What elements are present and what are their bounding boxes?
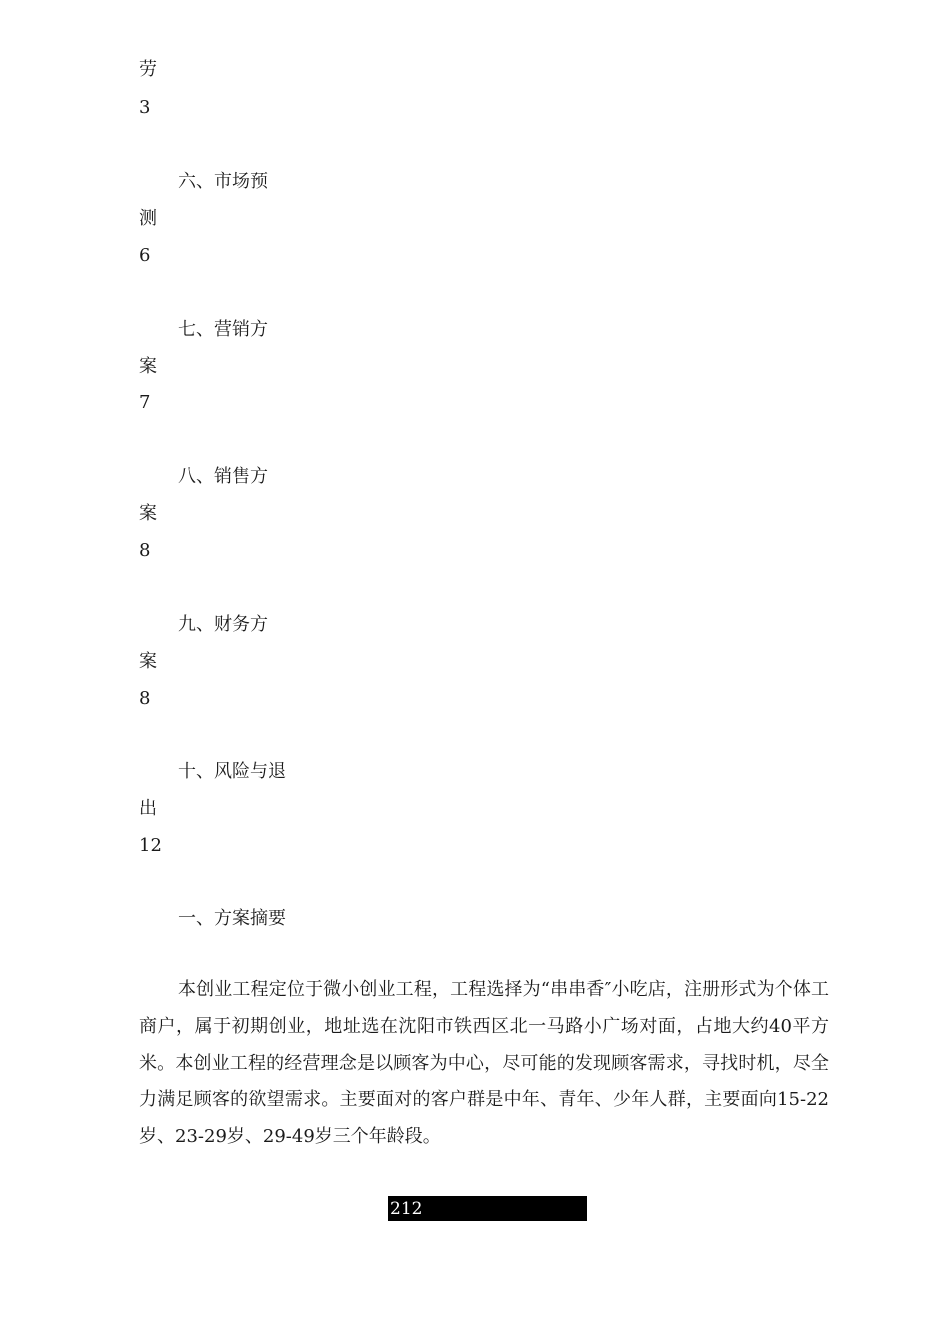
toc-entry-page: 8	[139, 688, 151, 709]
toc-entry-title-cont: 出	[139, 798, 157, 819]
toc-entry-page: 3	[139, 97, 151, 118]
toc-entry-title-cont: 测	[139, 208, 157, 229]
page-number: 212	[390, 1199, 423, 1219]
toc-entry-title-cont: 案	[139, 356, 157, 377]
toc-entry-title: 六、市场预	[178, 171, 268, 192]
toc-entry-page: 6	[139, 245, 151, 266]
toc-entry-page: 12	[139, 835, 162, 856]
page-number-bar	[388, 1196, 587, 1221]
toc-entry-page: 8	[139, 540, 151, 561]
toc-entry-title-cont: 劳	[139, 59, 157, 80]
toc-entry-title: 十、风险与退	[178, 761, 286, 782]
toc-entry-title: 九、财务方	[178, 614, 268, 635]
body-paragraph: 本创业工程定位于微小创业工程，工程选择为“串串香″小吃店，注册形式为个体工商户，属于初期创业，地址选在沈阳市铁西区北一马路小广场对面，占地大约40平方米。本创业工程的经营理念是以顾客为中心，尽可能的发现顾客需求，寻找时机，尽全力满足顾客的欲望需求。主要面对的客户群是中年、青年、少年人群，主要面向15-22岁、23-29岁、29-49岁三个年龄段。	[139, 979, 829, 1148]
toc-entry-title-cont: 案	[139, 651, 157, 672]
section-heading: 一、方案摘要	[178, 908, 286, 929]
toc-entry-title: 八、销售方	[178, 466, 268, 487]
toc-entry-title: 七、营销方	[178, 319, 268, 340]
toc-entry-title-cont: 案	[139, 503, 157, 524]
toc-entry-page: 7	[139, 392, 151, 413]
